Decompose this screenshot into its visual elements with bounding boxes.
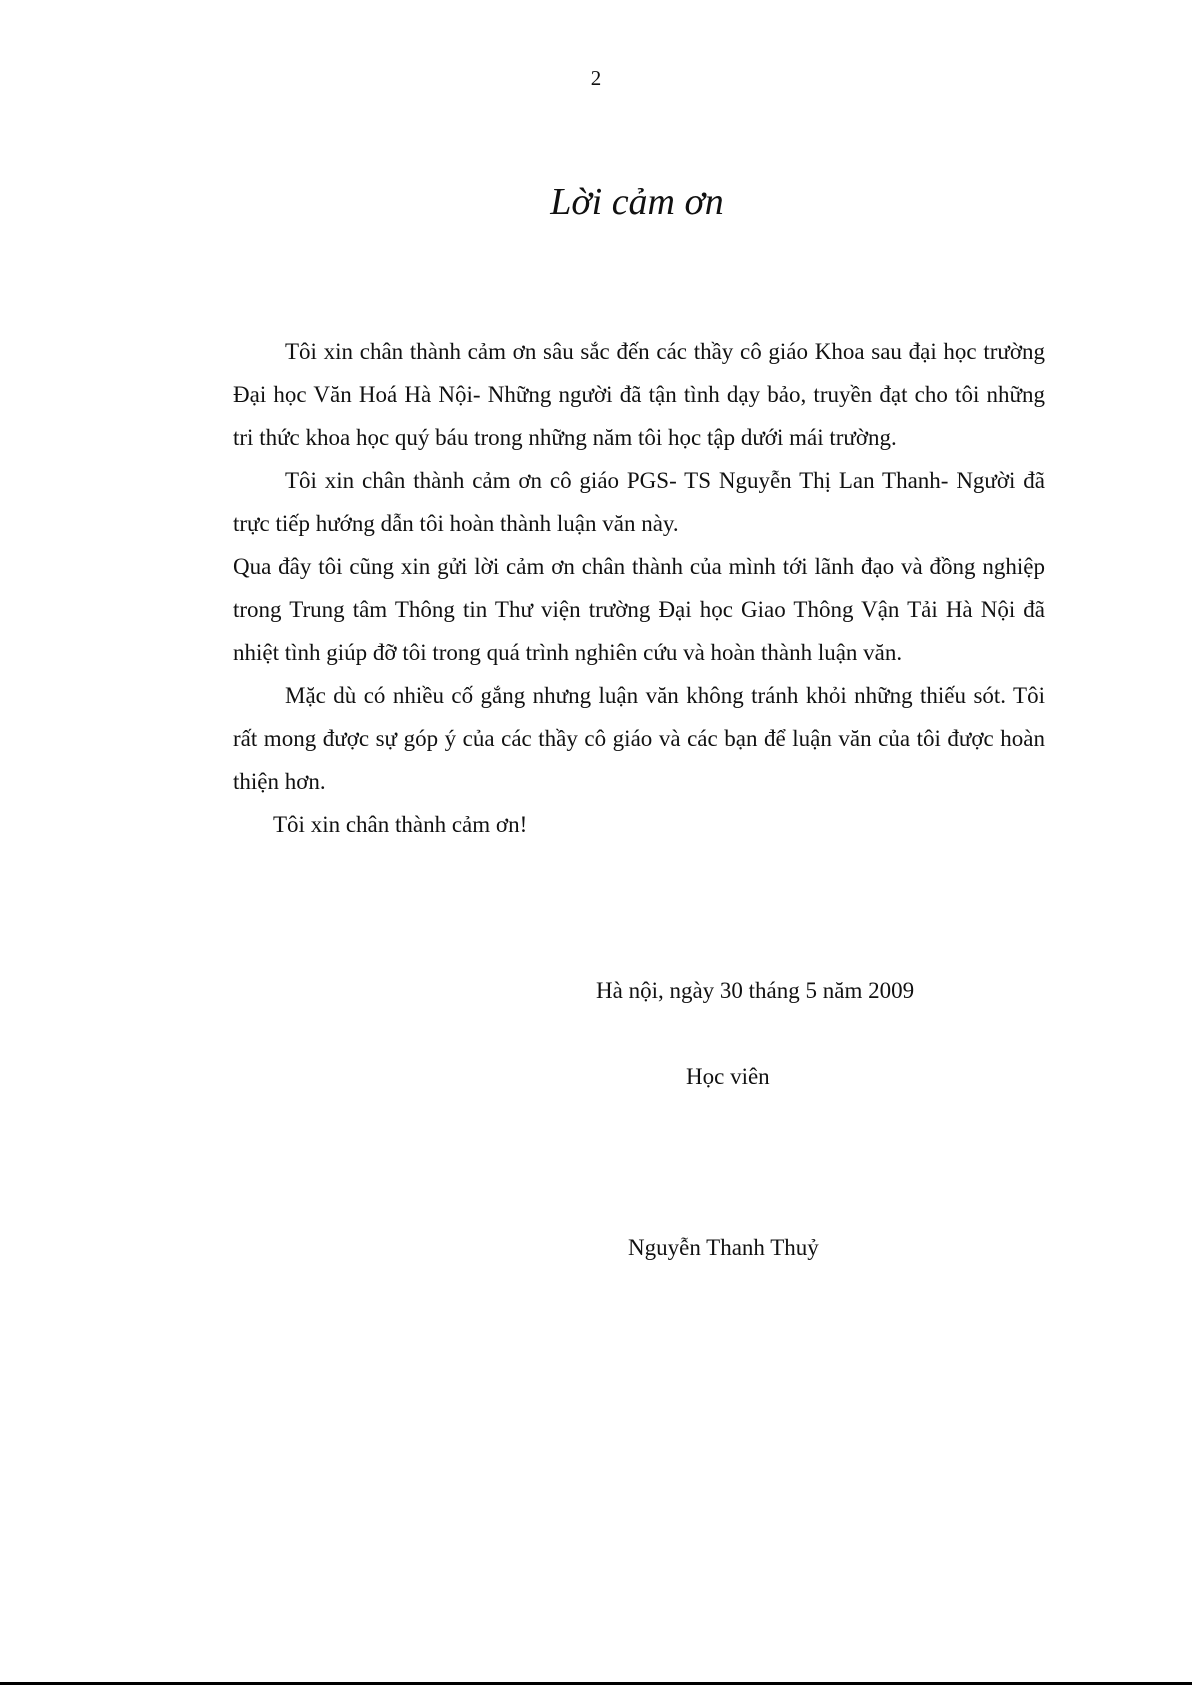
paragraph-1: Tôi xin chân thành cảm ơn sâu sắc đến các thầy cô giáo Khoa sau đại học trường Đại học Văn Hoá Hà Nội- Những người đã tận tình dạy bảo, truyền đạt cho tôi những tri thức khoa học quý báu trong những năm tôi học tập dưới mái trường. (233, 339, 1045, 450)
acknowledgement-body (233, 330, 1045, 846)
page-title: Lời cảm ơn (550, 181, 724, 223)
page-number: 2 (590, 66, 602, 90)
signature-role: Học viên (686, 1064, 770, 1089)
signature-name: Nguyễn Thanh Thuỷ (628, 1235, 819, 1260)
paragraph-2: Tôi xin chân thành cảm ơn cô giáo PGS- TS Nguyễn Thị Lan Thanh- Người đã trực tiếp hướng dẫn tôi hoàn thành luận văn này. (233, 468, 1045, 536)
signature-place-date: Hà nội, ngày 30 tháng 5 năm 2009 (596, 978, 915, 1003)
paragraph-4: Mặc dù có nhiều cố gắng nhưng luận văn không tránh khỏi những thiếu sót. Tôi rất mong được sự góp ý của các thầy cô giáo và các bạn để luận văn của tôi được hoàn thiện hơn. (233, 683, 1045, 794)
paragraph-5: Tôi xin chân thành cảm ơn! (273, 812, 528, 837)
paragraph-3: Qua đây tôi cũng xin gửi lời cảm ơn chân thành của mình tới lãnh đạo và đồng nghiệp trong Trung tâm Thông tin Thư viện trường Đại học Giao Thông Vận Tải Hà Nội đã nhiệt tình giúp đỡ tôi trong quá trình nghiên cứu và hoàn thành luận văn. (233, 554, 1045, 665)
